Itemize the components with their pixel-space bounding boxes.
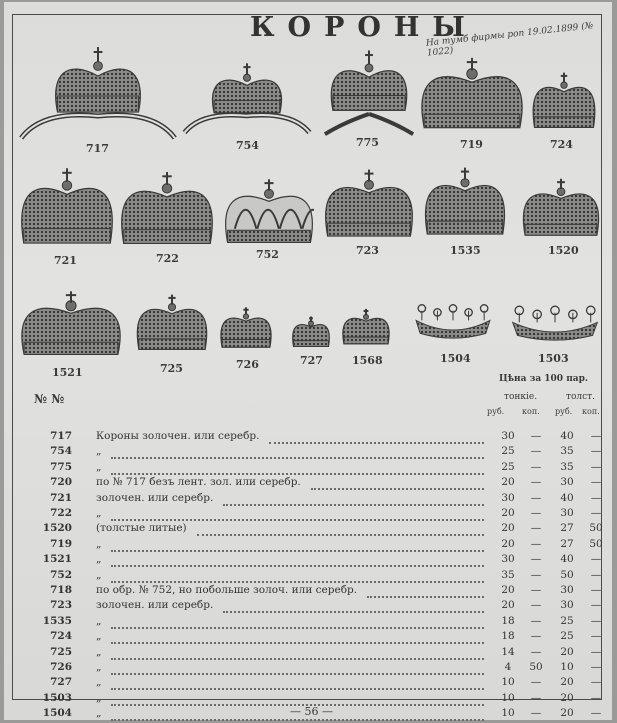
crown-illustration-726 <box>220 304 272 352</box>
table-row <box>4 584 612 600</box>
crown-number: 1503 <box>538 352 569 365</box>
rub-label: руб. <box>487 407 505 416</box>
thin-rub-cell: 30 <box>501 491 515 504</box>
crown-illustration-724 <box>532 68 596 134</box>
leader-dots <box>223 599 484 613</box>
table-row <box>4 646 612 662</box>
thin-rub-cell: 30 <box>501 553 515 566</box>
thick-rub-cell: 20 <box>560 645 574 658</box>
thick-rub-cell: 40 <box>560 491 574 504</box>
crown-illustration-1503 <box>508 296 602 344</box>
crown-number: 724 <box>550 138 573 151</box>
crown-number: 1520 <box>548 244 579 257</box>
thin-rub-cell: 20 <box>501 584 515 596</box>
kop-label: коп. <box>522 407 540 416</box>
description-cell: „ <box>96 537 102 550</box>
thick-kop-cell: — <box>590 645 602 658</box>
code-cell: 721 <box>50 491 72 504</box>
leader-dots <box>111 445 484 459</box>
thin-rub-cell: 10 <box>501 691 515 704</box>
thick-rub-cell: 25 <box>560 630 574 643</box>
crown-number: 1521 <box>52 366 83 379</box>
table-row <box>4 676 612 692</box>
crown-number: 722 <box>156 252 179 265</box>
leader-dots <box>111 553 484 567</box>
code-cell: 720 <box>50 476 72 489</box>
thick-rub-cell: 50 <box>560 568 574 581</box>
thick-kop-cell: 50 <box>589 522 603 535</box>
thick-kop-cell: — <box>590 491 602 504</box>
thin-rub-cell: 18 <box>501 630 515 643</box>
crown-number: 775 <box>356 136 379 149</box>
crown-number: 1568 <box>352 354 383 367</box>
table-row <box>4 538 612 554</box>
description-cell: „ <box>96 507 102 519</box>
thin-kop-cell: — <box>530 568 542 581</box>
thin-rub-cell: 14 <box>501 645 515 658</box>
code-cell: 775 <box>50 460 72 473</box>
thick-rub-cell: 20 <box>560 707 574 720</box>
code-cell: 723 <box>50 599 72 612</box>
description-cell: „ <box>96 460 102 473</box>
thin-kop-cell: — <box>530 460 542 473</box>
crown-number: 717 <box>86 142 109 155</box>
description-cell: „ <box>96 676 102 689</box>
thick-kop-cell: — <box>590 553 602 566</box>
thin-rub-cell: 35 <box>501 568 515 581</box>
leader-dots <box>111 507 484 521</box>
table-row <box>4 630 612 646</box>
thin-rub-cell: 20 <box>501 599 515 612</box>
leader-dots <box>197 522 484 536</box>
thick-kop-cell: — <box>590 476 602 489</box>
leader-dots <box>111 538 484 552</box>
thick-kop-cell: — <box>590 661 602 673</box>
crown-illustration-1535 <box>424 162 506 242</box>
leader-dots <box>111 676 484 690</box>
code-cell: 1504 <box>42 707 72 720</box>
crown-number: 1504 <box>440 352 471 365</box>
thick-rub-cell: 30 <box>560 507 574 519</box>
thick-kop-cell: — <box>590 707 602 720</box>
crown-illustration-723 <box>324 164 414 244</box>
description-cell: „ <box>96 661 102 673</box>
thin-kop-cell: — <box>530 614 542 627</box>
thick-rub-cell: 27 <box>560 537 574 550</box>
thick-rub-cell: 30 <box>560 599 574 612</box>
thick-rub-cell: 27 <box>560 522 574 535</box>
thin-rub-cell: 25 <box>501 460 515 473</box>
thin-rub-cell: 20 <box>501 507 515 519</box>
table-row <box>4 445 612 461</box>
thin-rub-cell: 10 <box>501 707 515 720</box>
thick-kop-cell: — <box>590 630 602 643</box>
crown-illustration-1504 <box>412 294 494 342</box>
description-cell: „ <box>96 691 102 704</box>
thin-header: тонкіе. <box>504 392 538 402</box>
thick-kop-cell: — <box>590 507 602 519</box>
table-row <box>4 661 612 677</box>
thick-kop-cell: — <box>590 460 602 473</box>
crown-illustration-754 <box>182 58 312 134</box>
crown-number: 752 <box>256 248 279 261</box>
table-row <box>4 461 612 477</box>
code-cell: 1520 <box>42 522 72 535</box>
description-cell: (толстые литые) <box>96 522 187 535</box>
leader-dots <box>111 461 484 475</box>
thin-rub-cell: 20 <box>501 476 515 489</box>
page-title: КОРОНЫ <box>250 12 478 43</box>
description-cell: золочен. или серебр. <box>96 491 214 504</box>
thin-rub-cell: 10 <box>501 676 515 689</box>
thin-kop-cell: — <box>530 599 542 612</box>
rub-label: руб. <box>555 407 573 416</box>
thick-rub-cell: 10 <box>560 661 574 673</box>
thick-rub-cell: 40 <box>560 553 574 566</box>
thick-kop-cell: — <box>590 584 602 596</box>
code-cell: 727 <box>50 676 72 689</box>
table-row <box>4 476 612 492</box>
table-row <box>4 569 612 585</box>
crown-number: 754 <box>236 139 259 152</box>
thin-rub-cell: 18 <box>501 614 515 627</box>
code-cell: 754 <box>50 445 72 458</box>
thin-kop-cell: — <box>530 553 542 566</box>
code-cell: 1535 <box>42 614 72 627</box>
crown-illustration-775 <box>320 44 418 136</box>
crown-illustration-722 <box>120 166 214 252</box>
thick-kop-cell: — <box>590 614 602 627</box>
thin-kop-cell: — <box>530 491 542 504</box>
thick-kop-cell: — <box>590 691 602 704</box>
description-cell: „ <box>96 445 102 458</box>
thick-kop-cell: — <box>590 430 602 442</box>
table-row <box>4 507 612 523</box>
thick-rub-cell: 35 <box>560 445 574 458</box>
thin-rub-cell: 25 <box>501 445 515 458</box>
thin-kop-cell: — <box>530 476 542 489</box>
thick-kop-cell: — <box>590 599 602 612</box>
thick-kop-cell: 50 <box>589 537 603 550</box>
crown-number: 719 <box>460 138 483 151</box>
table-row <box>4 492 612 508</box>
crown-illustration-1520 <box>522 174 600 242</box>
code-cell: 717 <box>50 430 72 442</box>
crown-number: 727 <box>300 354 323 367</box>
thin-kop-cell: 50 <box>529 661 543 673</box>
thin-kop-cell: — <box>530 507 542 519</box>
thick-kop-cell: — <box>590 568 602 581</box>
thin-rub-cell: 4 <box>504 661 512 673</box>
crown-illustration-717 <box>18 40 178 140</box>
code-cell: 718 <box>50 584 72 596</box>
leader-dots <box>111 692 484 706</box>
price-header: Цѣна за 100 пар. <box>499 374 589 384</box>
leader-dots <box>111 615 484 629</box>
leader-dots <box>111 630 484 644</box>
kop-label: коп. <box>582 407 600 416</box>
table-row <box>4 615 612 631</box>
code-cell: 1503 <box>42 691 72 704</box>
code-cell: 725 <box>50 645 72 658</box>
code-cell: 1521 <box>42 553 72 566</box>
handwritten-note: На тумб фирмы роп 19.02.1899 (№ 1022) <box>425 21 594 59</box>
thin-kop-cell: — <box>530 430 542 442</box>
description-cell: „ <box>96 707 102 720</box>
catalog-page <box>4 2 612 720</box>
leader-dots <box>111 661 484 675</box>
thin-kop-cell: — <box>530 645 542 658</box>
description-cell: Короны золочен. или серебр. <box>96 430 260 442</box>
thin-kop-cell: — <box>530 691 542 704</box>
leader-dots <box>111 569 484 583</box>
thin-kop-cell: — <box>530 676 542 689</box>
thin-kop-cell: — <box>530 522 542 535</box>
code-cell: 752 <box>50 568 72 581</box>
crown-number: 726 <box>236 358 259 371</box>
table-row <box>4 553 612 569</box>
thick-rub-cell: 30 <box>560 584 574 596</box>
description-cell: по обр. № 752, но побольше золоч. или серебр. <box>96 584 358 596</box>
crown-illustration-721 <box>20 162 114 252</box>
table-row <box>4 522 612 538</box>
crown-illustration-1568 <box>342 306 390 348</box>
code-cell: 719 <box>50 537 72 550</box>
thin-rub-cell: 30 <box>501 430 515 442</box>
crown-illustration-727 <box>292 314 330 350</box>
crown-number: 723 <box>356 244 379 257</box>
crown-number: 1535 <box>450 244 481 257</box>
description-cell: „ <box>96 568 102 581</box>
thin-rub-cell: 20 <box>501 537 515 550</box>
thin-kop-cell: — <box>530 537 542 550</box>
leader-dots <box>269 430 484 444</box>
thin-kop-cell: — <box>530 707 542 720</box>
table-row <box>4 599 612 615</box>
description-cell: „ <box>96 614 102 627</box>
thick-rub-cell: 25 <box>560 614 574 627</box>
crown-illustration-1521 <box>20 286 122 362</box>
thick-rub-cell: 35 <box>560 460 574 473</box>
number-column-header: № № <box>34 392 65 406</box>
thick-header: толст. <box>566 392 595 402</box>
leader-dots <box>367 584 484 598</box>
code-cell: 724 <box>50 630 72 643</box>
crown-number: 725 <box>160 362 183 375</box>
thick-rub-cell: 20 <box>560 691 574 704</box>
crown-illustration-719 <box>420 52 524 136</box>
thick-rub-cell: 30 <box>560 476 574 489</box>
thin-kop-cell: — <box>530 584 542 596</box>
thin-kop-cell: — <box>530 630 542 643</box>
thin-rub-cell: 20 <box>501 522 515 535</box>
description-cell: „ <box>96 553 102 566</box>
table-row <box>4 430 612 446</box>
crown-number: 721 <box>54 254 77 267</box>
thin-kop-cell: — <box>530 445 542 458</box>
leader-dots <box>311 476 484 490</box>
crown-illustration-752 <box>224 174 314 250</box>
page-number: — 56 — <box>290 705 333 718</box>
thick-kop-cell: — <box>590 445 602 458</box>
description-cell: по № 717 безъ лент. зол. или серебр. <box>96 476 301 489</box>
description-cell: „ <box>96 630 102 643</box>
crown-illustration-725 <box>136 290 208 356</box>
thick-rub-cell: 20 <box>560 676 574 689</box>
thick-rub-cell: 40 <box>560 430 574 442</box>
leader-dots <box>111 646 484 660</box>
description-cell: золочен. или серебр. <box>96 599 214 612</box>
code-cell: 726 <box>50 661 72 673</box>
code-cell: 722 <box>50 507 72 519</box>
description-cell: „ <box>96 645 102 658</box>
leader-dots <box>223 492 484 506</box>
thick-kop-cell: — <box>590 676 602 689</box>
